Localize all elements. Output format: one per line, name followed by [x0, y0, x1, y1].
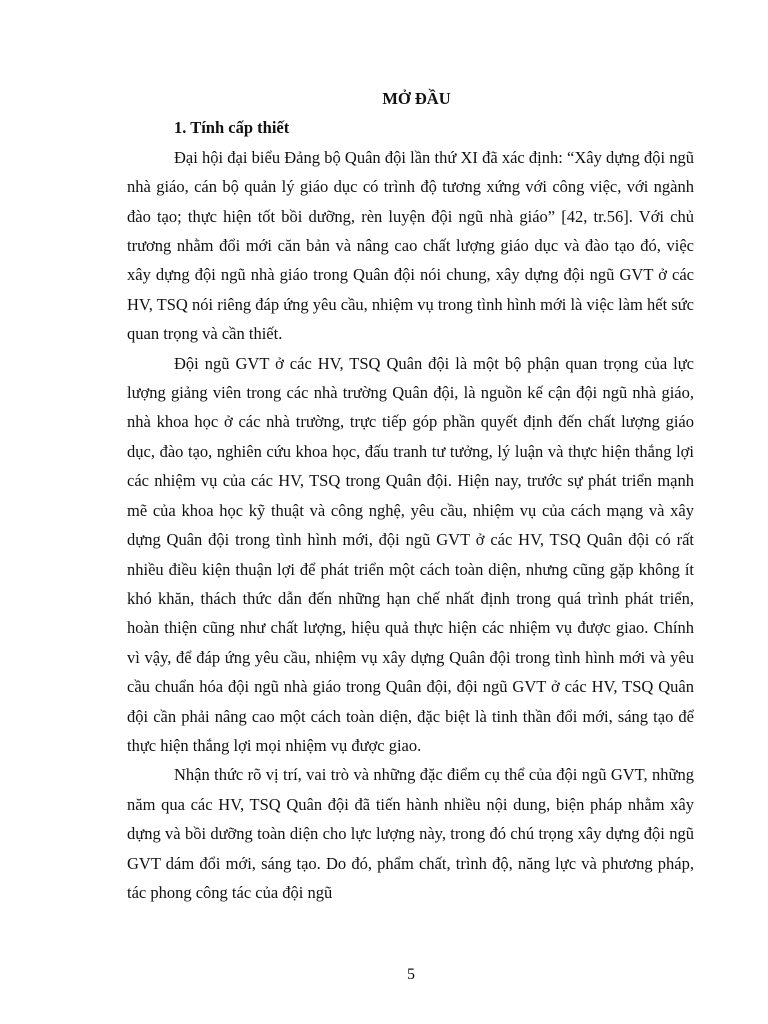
body-paragraph: Đội ngũ GVT ở các HV, TSQ Quân đội là một bộ phận quan trọng của lực lượng giảng viên trong các nhà trường Quân đội, là nguồn kế cận đội ngũ nhà giáo, nhà khoa học ở các nhà trường, trực tiếp góp phần quyết định đến chất lượng giáo dục, đào tạo, nghiên cứu khoa học, đấu tranh tư tưởng, lý luận và thực hiện thắng lợi các nhiệm vụ của các HV, TSQ trong Quân đội. Hiện nay, trước sự phát triển mạnh mẽ của khoa học kỹ thuật và công nghệ, yêu cầu, nhiệm vụ của cách mạng và xây dựng Quân đội trong tình hình mới, đội ngũ GVT ở các HV, TSQ Quân đội có rất nhiều điều kiện thuận lợi để phát triển một cách toàn diện, nhưng cũng gặp không ít khó khăn, thách thức dẫn đến những hạn chế nhất định trong quá trình phát triển, hoàn thiện cũng như chất lượng, hiệu quả thực hiện các nhiệm vụ được giao. Chính vì vậy, để đáp ứng yêu cầu, nhiệm vụ xây dựng Quân đội trong tình hình mới và yêu cầu chuẩn hóa đội ngũ nhà giáo trong Quân đội, đội ngũ GVT ở các HV, TSQ Quân đội cần phải nâng cao một cách toàn diện, đặc biệt là tinh thần đổi mới, sáng tạo để thực hiện thắng lợi mọi nhiệm vụ được giao. — [127, 353, 694, 755]
body-paragraph: Đại hội đại biểu Đảng bộ Quân đội lần thứ XI đã xác định: “Xây dựng đội ngũ nhà giáo, cán bộ quản lý giáo dục có trình độ tương xứng với công việc, với ngành đào tạo; thực hiện tốt bồi dưỡng, rèn luyện đội ngũ nhà giáo” [42, tr.56]. Với chủ trương nhằm đổi mới căn bản và nâng cao chất lượng giáo dục và đào tạo đó, việc xây dựng đội ngũ nhà giáo trong Quân đội nói chung, xây dựng đội ngũ GVT ở các HV, TSQ nói riêng đáp ứng yêu cầu, nhiệm vụ trong tình hình mới là việc làm hết sức quan trọng và cần thiết. — [127, 147, 694, 344]
page-number: 5 — [407, 966, 415, 983]
document-page — [127, 84, 694, 907]
body-paragraph: Nhận thức rõ vị trí, vai trò và những đặc điểm cụ thể của đội ngũ GVT, những năm qua các HV, TSQ Quân đội đã tiến hành nhiều nội dung, biện pháp nhằm xây dựng và bồi dưỡng toàn diện cho lực lượng này, trong đó chú trọng xây dựng đội ngũ GVT dám đổi mới, sáng tạo. Do đó, phẩm chất, trình độ, năng lực và phương pháp, tác phong công tác của đội ngũ — [127, 765, 694, 902]
chapter-title: MỞ ĐẦU — [382, 89, 451, 108]
section-heading: 1. Tính cấp thiết — [174, 118, 290, 138]
